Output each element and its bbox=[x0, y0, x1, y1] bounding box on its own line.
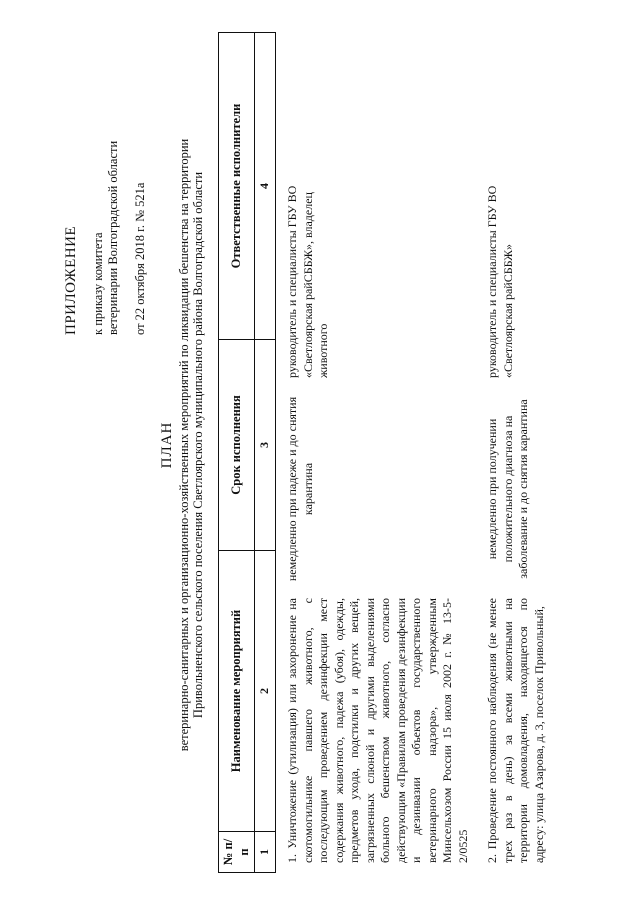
plan-rows bbox=[285, 32, 561, 873]
column-number-1: 1 bbox=[255, 832, 276, 873]
plan-table bbox=[218, 32, 276, 873]
header-responsible: Ответственные исполнители bbox=[219, 33, 255, 340]
activity-cell bbox=[285, 598, 471, 873]
table-header-row bbox=[219, 33, 255, 873]
plan-subtitle-line-2: Привольненского сельского поселения Светлоярского муниципального района Волгоградской области bbox=[191, 171, 205, 719]
header-term: Срок исполнения bbox=[219, 340, 255, 551]
row-number: 2. bbox=[485, 854, 499, 863]
appendix-block bbox=[64, 35, 148, 335]
table-row bbox=[285, 32, 471, 873]
header-activity: Наименование мероприятий bbox=[219, 551, 255, 832]
table-column-number-row bbox=[255, 33, 276, 873]
row-number: 1. bbox=[285, 854, 299, 863]
header-number: № п/п bbox=[219, 832, 255, 873]
activity-cell bbox=[485, 598, 547, 873]
activity-text: Проведение постоянного наблюдения (не менее трех раз в день) за всеми животными на территории домовладения, находящегося по адресу: улица Азарова, д. 3, поселок Привольный, bbox=[485, 597, 546, 863]
appendix-line-2: ветеринарии Волгоградской области bbox=[106, 140, 120, 335]
activity-text: Уничтожение (утилизация) или захоронение на скотомогильнике павшего животного, с последующим проведением дезинфекции мест содержания животного, падежа (убоя), одежды, предметов ухода, подстилки и других вещей, загрязненных слюной и другими выделениями больного бешенством животного, согласно действующим «Правилам проведения дезинфекции и дезинвазии объектов государственного ветеринарного надзора», утвержденным Минсельхозом России 15 июля 2002 г. № 13-5-2/0525 bbox=[285, 597, 470, 863]
plan-title-block bbox=[160, 65, 205, 825]
plan-heading: ПЛАН bbox=[159, 421, 175, 469]
term-cell: немедленно при падеже и до снятия карантина bbox=[285, 396, 315, 582]
appendix-line-1: к приказу комитета bbox=[91, 232, 105, 335]
column-number-4: 4 bbox=[255, 33, 276, 340]
order-date-number: от 22 октября 2018 г. № 521а bbox=[133, 182, 147, 335]
table-row bbox=[485, 32, 547, 873]
responsible-cell: руководитель и специалисты ГБУ ВО «Светлоярская райСББЖ» bbox=[485, 185, 515, 378]
responsible-cell: руководитель и специалисты ГБУ ВО «Светлоярская райСББЖ», владелец животного bbox=[285, 185, 330, 378]
plan-subtitle-line-1: ветеринарно-санитарных и организационно-хозяйственных мероприятий по ликвидации бешенства на территории bbox=[177, 138, 191, 752]
column-number-2: 2 bbox=[255, 551, 276, 832]
appendix-title: ПРИЛОЖЕНИЕ bbox=[63, 225, 79, 335]
column-number-3: 3 bbox=[255, 340, 276, 551]
term-cell: немедленно при получении положительного диагноза на заболевание и до снятия карантина bbox=[485, 399, 530, 579]
